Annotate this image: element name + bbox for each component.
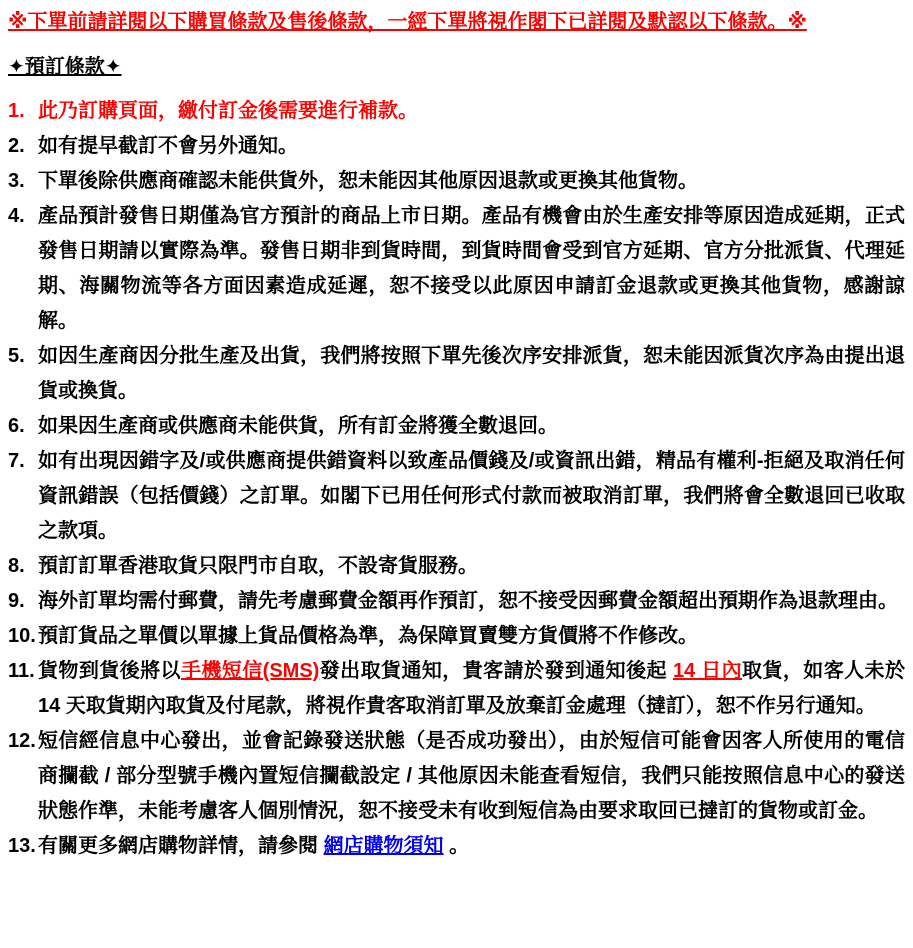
term-text-segment: 如有出現因錯字及/或供應商提供錯資料以致產品價錢及/或資訊出錯，精品有權利-拒絕及取消任何資訊錯誤（包括價錢）之訂單。如閣下已用任何形式付款而被取消訂單，我們將會全數退回已收取之款項。 [38,450,905,542]
term-item [8,339,905,409]
term-number: 11. [8,660,35,682]
section-title-preorder-terms: ✦預訂條款✦ [8,56,122,78]
term-number: 8. [8,555,25,577]
term-number: 3. [8,170,25,192]
term-text [38,619,905,654]
term-item [8,444,905,549]
term-text-segment: 。 [443,835,470,857]
term-item [8,724,905,829]
term-text-segment: 海外訂單均需付郵費，請先考慮郵費金額再作預訂，恕不接受因郵費金額超出預期作為退款理由。 [38,590,898,612]
term-text-segment: 短信經信息中心發出，並會記錄發送狀態（是否成功發出），由於短信可能會因客人所使用的電信商攔截 / 部分型號手機內置短信攔截設定 / 其他原因未能查看短信，我們只能按照信息中心的發送狀態作準，未能考慮客人個別情況，恕不接受未有收到短信為由要求取回已撻訂的貨物或訂金。 [38,730,905,822]
term-number: 12. [8,730,36,752]
term-item [8,584,905,619]
term-number: 6. [8,415,25,437]
sms-emphasis: 手機短信(SMS) [180,660,320,682]
term-text [38,339,905,409]
term-item [8,94,905,129]
term-number: 1. [8,100,25,122]
term-item [8,199,905,339]
term-item [8,129,905,164]
term-item [8,829,905,864]
term-text-segment: 下單後除供應商確認未能供貨外，恕未能因其他原因退款或更換其他貨物。 [38,170,698,192]
term-text-segment: 取貨，如客人未於 14 天取貨期內取貨及付尾款，將視作貴客取消訂單及放棄訂金處理（撻訂），恕不作另行通知。 [38,660,905,717]
term-number: 4. [8,205,25,227]
term-text-segment: 如果因生產商或供應商未能供貨，所有訂金將獲全數退回。 [38,415,558,437]
term-text [38,584,905,619]
term-text-segment: 產品預計發售日期僅為官方預計的商品上市日期。產品有機會由於生產安排等原因造成延期，正式發售日期請以實際為準。發售日期非到貨時間，到貨時間會受到官方延期、官方分批派貨、代理延期、海關物流等各方面因素造成延遲，恕不接受以此原因申請訂金退款或更換其他貨物，感謝諒解。 [38,205,905,332]
term-text [38,724,905,829]
term-text [38,444,905,549]
term-text-segment: 有關更多網店購物詳情，請參閱 [38,835,324,857]
term-number: 9. [8,590,25,612]
term-text [38,94,905,129]
term-number: 5. [8,345,25,367]
term-item [8,409,905,444]
term-item [8,164,905,199]
term-text-segment: 預訂貨品之單價以單據上貨品價格為準，為保障買賣雙方貨價將不作修改。 [38,625,698,647]
pickup-deadline-emphasis: 14 日內 [672,660,743,682]
term-text [38,164,905,199]
term-text-segment: 預訂訂單香港取貨只限門市自取，不設寄貨服務。 [38,555,478,577]
term-text [38,129,905,164]
term-text [38,654,905,724]
term-text-segment: 如因生產商因分批生產及出貨，我們將按照下單先後次序安排派貨，恕未能因派貨次序為由提出退貨或換貨。 [38,345,905,402]
term-text-segment: 貨物到貨後將以 [38,660,181,682]
deposit-notice-text: 此乃訂購頁面，繳付訂金後需要進行補款。 [38,100,418,122]
purchase-notice-banner: ※下單前請詳閱以下購買條款及售後條款，一經下單將視作閣下已詳閱及默認以下條款。※ [8,11,807,33]
term-number: 2. [8,135,25,157]
terms-list [8,94,905,864]
term-number: 7. [8,450,25,472]
term-number: 13. [8,835,36,857]
shop-guide-link[interactable]: 網店購物須知 [323,835,444,857]
term-number: 10. [8,625,36,647]
term-item [8,619,905,654]
term-item [8,549,905,584]
term-text [38,199,905,339]
term-text [38,409,905,444]
term-text [38,549,905,584]
term-item [8,654,905,724]
term-text [38,829,905,864]
term-text-segment: 發出取貨通知，貴客請於發到通知後起 [319,660,673,682]
term-text-segment: 如有提早截訂不會另外通知。 [38,135,298,157]
